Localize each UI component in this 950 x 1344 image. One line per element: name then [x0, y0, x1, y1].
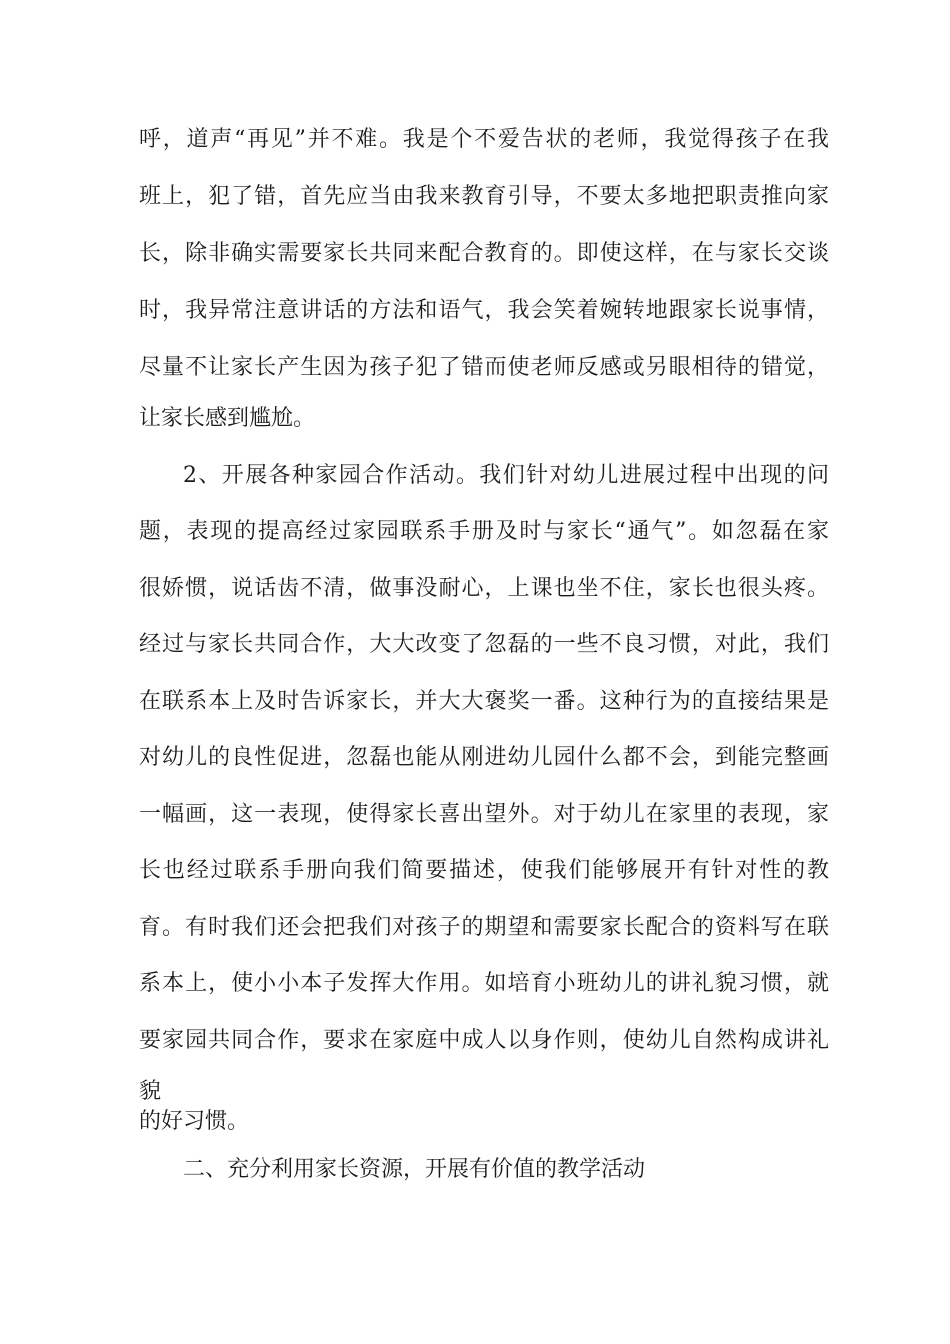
paragraph-line: 让家长感到尴尬。: [139, 406, 316, 431]
paragraph-line: 育。有时我们还会把我们对孩子的期望和需要家长配合的资料写在联: [139, 915, 829, 940]
paragraph-line: 一幅画，这一表现，使得家长喜出望外。对于幼儿在家里的表现，家: [139, 802, 829, 827]
paragraph-line: 长，除非确实需要家长共同来配合教育的。即使这样，在与家长交谈: [139, 241, 829, 266]
paragraph-line: 很娇惯，说话齿不清，做事没耐心，上课也坐不住，家长也很头疼。: [139, 576, 829, 601]
paragraph-line: 对幼儿的良性促进，忽磊也能从刚进幼儿园什么都不会，到能完整画: [139, 745, 829, 770]
paragraph-line: 班上，犯了错，首先应当由我来教育引导，不要太多地把职责推向家: [139, 184, 829, 209]
paragraph-line: 时，我异常注意讲话的方法和语气，我会笑着婉转地跟家长说事情，: [139, 298, 829, 323]
section-heading: 二、充分利用家长资源，开展有价值的教学活动: [183, 1157, 646, 1182]
paragraph-line: 要家园共同合作，要求在家庭中成人以身作则，使幼儿自然构成讲礼: [139, 1028, 829, 1053]
paragraph-line: 尽量不让家长产生因为孩子犯了错而使老师反感或另眼相待的错觉，: [139, 355, 829, 380]
paragraph-line: 的好习惯。: [139, 1109, 250, 1134]
paragraph-line: 长也经过联系手册向我们简要描述，使我们能够展开有针对性的教: [139, 858, 829, 883]
paragraph-line: 系本上，使小小本子发挥大作用。如培育小班幼儿的讲礼貌习惯，就: [139, 971, 829, 996]
paragraph-line: 呼，道声“再见”并不难。我是个不爱告状的老师，我觉得孩子在我: [139, 127, 829, 152]
paragraph-line: 经过与家长共同合作，大大改变了忽磊的一些不良习惯，对此，我们: [139, 632, 829, 657]
paragraph-line: 在联系本上及时告诉家长，并大大褒奖一番。这种行为的直接结果是: [139, 689, 829, 714]
paragraph-line: 貌: [139, 1079, 162, 1104]
paragraph-line: 2、开展各种家园合作活动。我们针对幼儿进展过程中出现的问: [183, 463, 829, 488]
paragraph-line: 题，表现的提高经过家园联系手册及时与家长“通气”。如忽磊在家: [139, 519, 829, 544]
